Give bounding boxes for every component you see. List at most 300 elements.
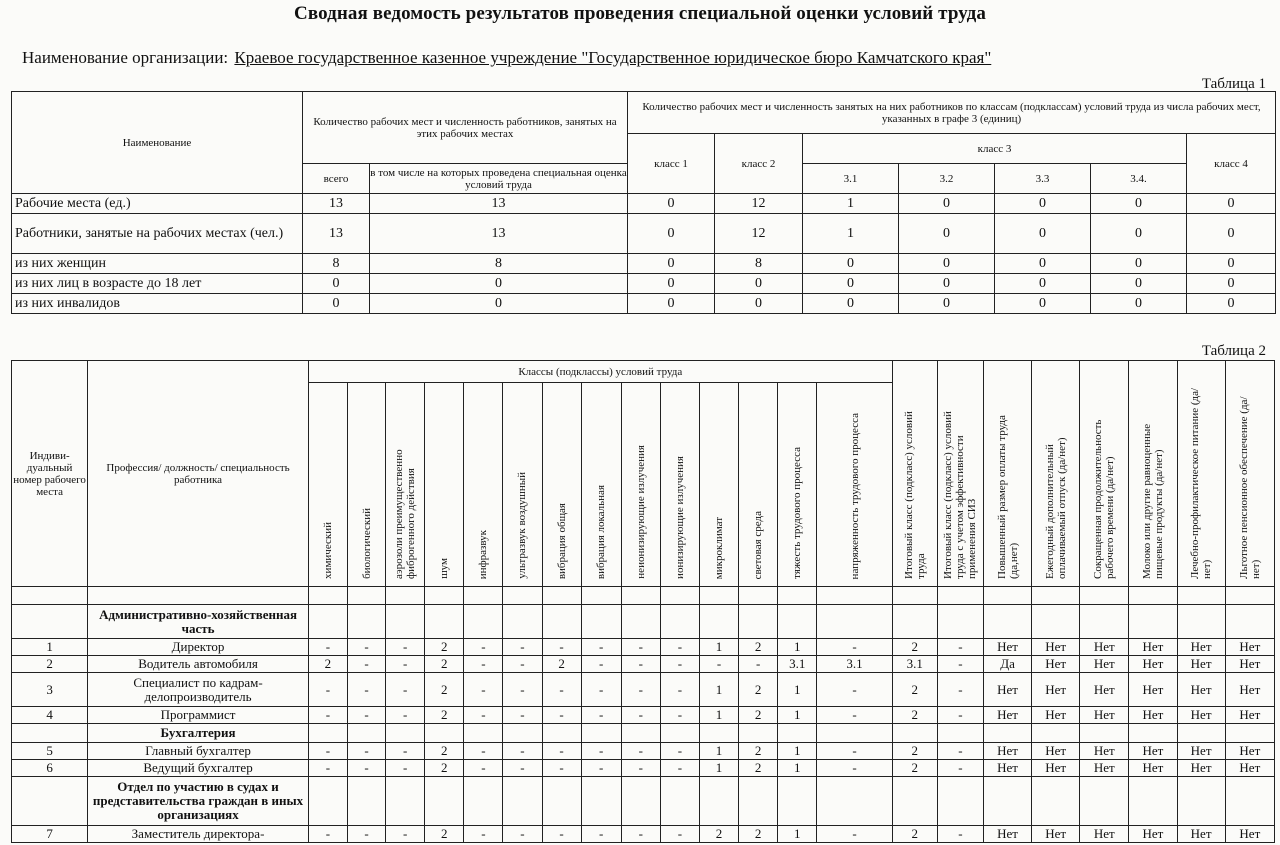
t2-cell: 2: [739, 707, 778, 724]
t1-cell: 0: [1187, 254, 1276, 274]
t1-cell: 0: [803, 274, 899, 294]
t2-section-empty-cell: [892, 724, 937, 743]
t2-section-empty-cell: [425, 605, 464, 639]
t1-header-class4: класс 4: [1187, 134, 1276, 194]
t2-cell: -: [581, 760, 621, 777]
t2-section-empty-cell: [1177, 605, 1225, 639]
t2-cell: -: [699, 656, 738, 673]
t2-section-empty-cell: [983, 724, 1031, 743]
t2-section-empty-cell: [581, 724, 621, 743]
organization-label: Наименование организации:: [22, 48, 229, 67]
t2-cell: 2: [425, 707, 464, 724]
t2-cell: 3.1: [892, 656, 937, 673]
t2-header-extra-0: Итоговый класс (подкласс) условий труда: [892, 361, 937, 587]
t2-cell: Нет: [1032, 707, 1080, 724]
t2-cell: -: [660, 639, 699, 656]
t2-spacer-cell: [621, 587, 660, 605]
t2-cell: -: [817, 639, 892, 656]
t2-cell: 1: [778, 639, 817, 656]
t2-cell: -: [937, 760, 983, 777]
t2-row-profession: Заместитель директора-: [88, 826, 309, 843]
t1-cell: 1: [803, 214, 899, 254]
t1-header-class3: класс 3: [803, 134, 1187, 164]
t1-cell: 0: [899, 194, 995, 214]
t2-section-empty-cell: [308, 724, 347, 743]
t2-section-empty-cell: [937, 724, 983, 743]
organization-name: Краевое государственное казенное учреждение "Государственное юридическое бюро Камчатского края": [234, 48, 992, 67]
t1-cell: 0: [899, 254, 995, 274]
t2-row: [12, 760, 1275, 777]
t2-cell: -: [308, 707, 347, 724]
t2-section-id-cell: [12, 724, 88, 743]
t2-cell: Нет: [1129, 673, 1177, 707]
t2-cell: -: [308, 760, 347, 777]
t2-spacer-cell: [1177, 587, 1225, 605]
t2-cell: -: [581, 673, 621, 707]
t1-cell: 0: [628, 194, 715, 214]
t2-row-profession: Главный бухгалтер: [88, 743, 309, 760]
page-title: Сводная ведомость результатов проведения специальной оценки условий труда: [294, 3, 986, 24]
t2-cell: Нет: [1080, 639, 1129, 656]
t2-section-empty-cell: [581, 777, 621, 826]
t2-cell: -: [308, 639, 347, 656]
t2-cell: Нет: [1080, 826, 1129, 843]
t1-header-c31: 3.1: [803, 164, 899, 194]
t2-section-empty-cell: [983, 777, 1031, 826]
t2-cell: -: [621, 760, 660, 777]
t2-cell: -: [817, 707, 892, 724]
t2-cell: -: [660, 743, 699, 760]
t1-cell: 0: [370, 274, 628, 294]
t2-cell: 2: [739, 673, 778, 707]
t2-cell: -: [817, 673, 892, 707]
t2-cell: -: [503, 639, 542, 656]
t2-cell: -: [503, 673, 542, 707]
t2-cell: -: [817, 743, 892, 760]
t2-cell: -: [503, 656, 542, 673]
t2-row-profession: Ведущий бухгалтер: [88, 760, 309, 777]
t2-section-empty-cell: [1177, 777, 1225, 826]
t2-cell: -: [660, 826, 699, 843]
t2-section-empty-cell: [386, 777, 425, 826]
t1-cell: 1: [803, 194, 899, 214]
t2-cell: -: [937, 673, 983, 707]
t2-cell: 3.1: [817, 656, 892, 673]
t2-header-factor: микроклимат: [699, 383, 738, 587]
t1-cell: 13: [370, 194, 628, 214]
t2-section-empty-cell: [1129, 724, 1177, 743]
t2-section-empty-cell: [503, 724, 542, 743]
t2-cell: Нет: [1225, 673, 1274, 707]
t2-cell: -: [386, 656, 425, 673]
t2-section-empty-cell: [699, 724, 738, 743]
t1-header-class2: класс 2: [715, 134, 803, 194]
t2-header-extra-2: Повышенный размер оплаты труда (да,нет): [983, 361, 1031, 587]
t2-section-empty-cell: [1225, 724, 1274, 743]
t2-cell: -: [464, 656, 503, 673]
t2-spacer-cell: [817, 587, 892, 605]
t2-cell: -: [464, 707, 503, 724]
t1-cell: 0: [715, 294, 803, 314]
t1-cell: 0: [995, 214, 1091, 254]
t1-cell: 13: [370, 214, 628, 254]
t2-cell: 2: [739, 826, 778, 843]
t2-cell: Нет: [1032, 743, 1080, 760]
t2-row-profession: Специалист по кадрам-делопроизводитель: [88, 673, 309, 707]
t1-cell: 8: [715, 254, 803, 274]
t2-section-empty-cell: [937, 605, 983, 639]
t1-cell: 0: [995, 274, 1091, 294]
t2-cell: Нет: [1177, 760, 1225, 777]
t2-cell: Нет: [1225, 707, 1274, 724]
t1-header-group2: Количество рабочих мест и численность занятых на них работников по классам (подклассам) условий труда из числа рабочих мест, указанных в графе 3 (единиц): [628, 92, 1276, 134]
t2-cell: 2: [699, 826, 738, 843]
t1-row: [12, 294, 1276, 314]
t2-cell: Нет: [1129, 826, 1177, 843]
t1-header-total: всего: [303, 164, 370, 194]
t2-section-empty-cell: [660, 777, 699, 826]
t2-cell: -: [308, 743, 347, 760]
t2-cell: 1: [699, 639, 738, 656]
t2-header-factor: ультразвук воздушный: [503, 383, 542, 587]
t2-cell: 2: [308, 656, 347, 673]
t1-header-c32: 3.2: [899, 164, 995, 194]
t1-cell: 0: [628, 214, 715, 254]
t2-section-empty-cell: [542, 777, 581, 826]
t2-cell: Нет: [1177, 656, 1225, 673]
t2-section-title: Административно-хозяйственная часть: [88, 605, 309, 639]
t2-cell: -: [503, 760, 542, 777]
t2-cell: -: [503, 707, 542, 724]
t2-cell: Нет: [1225, 743, 1274, 760]
t2-cell: 1: [699, 760, 738, 777]
t2-cell: 2: [425, 743, 464, 760]
t2-cell: -: [621, 743, 660, 760]
t2-section-empty-cell: [1032, 777, 1080, 826]
t2-section-empty-cell: [699, 605, 738, 639]
t2-spacer-cell: [699, 587, 738, 605]
t2-cell: -: [937, 707, 983, 724]
t2-section-empty-cell: [1032, 605, 1080, 639]
t2-cell: -: [464, 760, 503, 777]
t2-spacer-cell: [425, 587, 464, 605]
t2-section-empty-cell: [581, 605, 621, 639]
t2-cell: Нет: [1225, 639, 1274, 656]
t2-cell: -: [386, 639, 425, 656]
t1-cell: 0: [628, 254, 715, 274]
t2-cell: -: [386, 673, 425, 707]
t2-header-extra-3: Ежегодный дополнительный оплачиваемый отпуск (да/нет): [1032, 361, 1080, 587]
t2-header-extra-1: Итоговый класс (подкласс) условий труда с учетом эффективности применения СИЗ: [937, 361, 983, 587]
t2-cell: -: [347, 760, 385, 777]
t2-cell: Нет: [1177, 826, 1225, 843]
t2-cell: -: [464, 673, 503, 707]
t2-cell: 2: [892, 707, 937, 724]
t2-cell: -: [503, 743, 542, 760]
t2-section-title: Отдел по участию в судах и представительства граждан в иных организациях: [88, 777, 309, 826]
t2-cell: Нет: [1080, 656, 1129, 673]
t1-cell: 0: [1187, 294, 1276, 314]
t2-section-empty-cell: [1225, 605, 1274, 639]
t2-cell: Нет: [983, 707, 1031, 724]
t2-cell: -: [817, 760, 892, 777]
t2-cell: -: [347, 743, 385, 760]
t2-cell: Нет: [1080, 673, 1129, 707]
t2-section-empty-cell: [1080, 777, 1129, 826]
t2-spacer-cell: [386, 587, 425, 605]
t2-cell: Нет: [1032, 656, 1080, 673]
t2-cell: -: [347, 673, 385, 707]
t2-section-empty-cell: [542, 605, 581, 639]
t2-cell: 1: [778, 743, 817, 760]
t2-cell: -: [739, 656, 778, 673]
t1-cell: 0: [899, 274, 995, 294]
t1-cell: 0: [1187, 214, 1276, 254]
t2-section-empty-cell: [817, 724, 892, 743]
t2-section-empty-cell: [347, 724, 385, 743]
t2-body: [12, 605, 1275, 843]
t2-section-empty-cell: [778, 605, 817, 639]
organization-line: [22, 48, 991, 68]
t2-section-empty-cell: [660, 605, 699, 639]
t1-header-c33: 3.3: [995, 164, 1091, 194]
t2-section-empty-cell: [542, 724, 581, 743]
t1-cell: 0: [1187, 274, 1276, 294]
t2-section-empty-cell: [1080, 605, 1129, 639]
t2-cell: 1: [778, 707, 817, 724]
t2-cell: -: [464, 826, 503, 843]
t2-row: [12, 707, 1275, 724]
t2-section-empty-cell: [308, 777, 347, 826]
t2-cell: -: [503, 826, 542, 843]
t1-row-label: Рабочие места (ед.): [12, 194, 303, 214]
t2-header-factor: вибрация локальная: [581, 383, 621, 587]
t1-row-label: Работники, занятые на рабочих местах (чел.): [12, 214, 303, 254]
t2-cell: Нет: [1129, 760, 1177, 777]
t2-cell: 1: [778, 673, 817, 707]
t2-section-empty-cell: [983, 605, 1031, 639]
t2-row-id: 3: [12, 673, 88, 707]
t2-spacer-cell: [581, 587, 621, 605]
t1-cell: 0: [628, 294, 715, 314]
t2-cell: -: [386, 743, 425, 760]
t2-header-id: Индиви-дуальный номер рабочего места: [12, 361, 88, 587]
t2-section-empty-cell: [739, 724, 778, 743]
t2-cell: -: [581, 639, 621, 656]
t1-cell: 0: [803, 254, 899, 274]
t2-cell: Нет: [1225, 826, 1274, 843]
t2-cell: 2: [425, 656, 464, 673]
t2-header-factor: инфразвук: [464, 383, 503, 587]
t2-row: [12, 826, 1275, 843]
t2-row: [12, 656, 1275, 673]
t2-section-row: [12, 724, 1275, 743]
t2-cell: Да: [983, 656, 1031, 673]
t2-cell: -: [937, 639, 983, 656]
t2-cell: 2: [425, 760, 464, 777]
t2-header-factor: шум: [425, 383, 464, 587]
t2-cell: -: [347, 826, 385, 843]
t2-row: [12, 743, 1275, 760]
t1-header-name: Наименование: [12, 92, 303, 194]
t2-cell: -: [937, 656, 983, 673]
t2-section-empty-cell: [308, 605, 347, 639]
t2-row-id: 2: [12, 656, 88, 673]
t2-cell: Нет: [1129, 639, 1177, 656]
t2-cell: -: [386, 707, 425, 724]
t2-row: [12, 639, 1275, 656]
t2-section-empty-cell: [425, 777, 464, 826]
t1-cell: 0: [628, 274, 715, 294]
t2-section-empty-cell: [892, 777, 937, 826]
t2-cell: -: [542, 743, 581, 760]
t1-cell: 0: [1091, 254, 1187, 274]
t2-section-empty-cell: [621, 777, 660, 826]
t1-row: [12, 254, 1276, 274]
t2-cell: 1: [699, 673, 738, 707]
t2-cell: -: [621, 639, 660, 656]
t2-cell: Нет: [983, 673, 1031, 707]
t2-spacer-cell: [983, 587, 1031, 605]
t2-cell: -: [937, 743, 983, 760]
t2-cell: 1: [778, 826, 817, 843]
t2-cell: 3.1: [778, 656, 817, 673]
t2-section-empty-cell: [464, 605, 503, 639]
t2-header-factor: неионизирующие излучения: [621, 383, 660, 587]
t2-cell: 2: [425, 826, 464, 843]
t1-cell: 0: [899, 214, 995, 254]
t2-header-factor: напряженность трудового процесса: [817, 383, 892, 587]
t2-cell: Нет: [1225, 656, 1274, 673]
t2-cell: 2: [425, 639, 464, 656]
t1-cell: 0: [1091, 294, 1187, 314]
t1-cell: 8: [303, 254, 370, 274]
t2-section-title: Бухгалтерия: [88, 724, 309, 743]
t2-cell: -: [621, 826, 660, 843]
t1-cell: 13: [303, 214, 370, 254]
t2-cell: Нет: [983, 760, 1031, 777]
t2-spacer-cell: [1225, 587, 1274, 605]
t1-cell: 0: [995, 194, 1091, 214]
t2-header-factor: аэрозоли преимущественно фиброгенного действия: [386, 383, 425, 587]
t2-cell: -: [347, 656, 385, 673]
t2-cell: -: [542, 760, 581, 777]
t2-section-empty-cell: [503, 605, 542, 639]
t2-spacer-cell: [347, 587, 385, 605]
t2-section-empty-cell: [464, 724, 503, 743]
t2-cell: -: [660, 707, 699, 724]
t2-cell: -: [581, 743, 621, 760]
t2-section-row: [12, 777, 1275, 826]
t2-cell: 2: [425, 673, 464, 707]
t2-cell: 2: [892, 760, 937, 777]
t2-cell: 2: [739, 639, 778, 656]
t2-header-extra-7: Льготное пенсионное обеспечение (да/нет): [1225, 361, 1274, 587]
t2-section-empty-cell: [1080, 724, 1129, 743]
t2-cell: 2: [542, 656, 581, 673]
t2-cell: 2: [892, 673, 937, 707]
t2-header-factor: вибрация общая: [542, 383, 581, 587]
t2-cell: Нет: [1032, 760, 1080, 777]
t1-cell: 0: [995, 254, 1091, 274]
t2-header-classes: Классы (подклассы) условий труда: [308, 361, 892, 383]
t2-cell: Нет: [1225, 760, 1274, 777]
t1-header-c34: 3.4.: [1091, 164, 1187, 194]
t1-cell: 0: [1091, 214, 1187, 254]
t2-spacer-cell: [739, 587, 778, 605]
t1-cell: 0: [1187, 194, 1276, 214]
t1-row-label: из них инвалидов: [12, 294, 303, 314]
t1-header-group1: Количество рабочих мест и численность работников, занятых на этих рабочих местах: [303, 92, 628, 164]
t2-cell: 1: [778, 760, 817, 777]
t1-cell: 0: [303, 294, 370, 314]
t2-cell: -: [308, 673, 347, 707]
t2-section-row: [12, 605, 1275, 639]
t2-spacer-cell: [937, 587, 983, 605]
t2-header-factor: химический: [308, 383, 347, 587]
t2-row-id: 5: [12, 743, 88, 760]
t2-cell: -: [464, 639, 503, 656]
t2-section-empty-cell: [817, 777, 892, 826]
t1-cell: 0: [370, 294, 628, 314]
t2-cell: -: [937, 826, 983, 843]
t1-row-label: из них женщин: [12, 254, 303, 274]
t2-header-factor: тяжесть трудового процесса: [778, 383, 817, 587]
t1-cell: 0: [1091, 194, 1187, 214]
t1-cell: 0: [1091, 274, 1187, 294]
t1-header-assessed: в том числе на которых проведена специальная оценка условий труда: [370, 164, 628, 194]
t2-section-empty-cell: [778, 777, 817, 826]
t2-cell: Нет: [1177, 707, 1225, 724]
t2-section-empty-cell: [347, 605, 385, 639]
t2-header-extra-6: Лечебно-профилактическое питание (да/нет): [1177, 361, 1225, 587]
t2-cell: -: [308, 826, 347, 843]
table2-caption: Таблица 2: [1201, 343, 1266, 359]
t2-cell: 1: [699, 743, 738, 760]
t2-cell: Нет: [1032, 826, 1080, 843]
t2-cell: Нет: [983, 639, 1031, 656]
t2-row-id: 4: [12, 707, 88, 724]
t2-section-empty-cell: [937, 777, 983, 826]
t2-cell: Нет: [1080, 743, 1129, 760]
t2-cell: Нет: [1080, 707, 1129, 724]
t2-cell: -: [542, 639, 581, 656]
t2-header-profession: Профессия/ должность/ специальность работника: [88, 361, 309, 587]
t2-row-id: 1: [12, 639, 88, 656]
t2-section-empty-cell: [1177, 724, 1225, 743]
t2-section-empty-cell: [1032, 724, 1080, 743]
t2-section-empty-cell: [1225, 777, 1274, 826]
t2-cell: -: [621, 673, 660, 707]
t2-cell: -: [621, 707, 660, 724]
t2-section-id-cell: [12, 605, 88, 639]
t2-cell: 2: [892, 639, 937, 656]
t2-section-empty-cell: [347, 777, 385, 826]
t2-cell: -: [542, 673, 581, 707]
t2-row-profession: Водитель автомобиля: [88, 656, 309, 673]
t1-row: [12, 194, 1276, 214]
t2-spacer-cell: [88, 587, 309, 605]
t1-cell: 0: [899, 294, 995, 314]
t2-cell: -: [581, 656, 621, 673]
t1-row-label: из них лиц в возрасте до 18 лет: [12, 274, 303, 294]
t2-header-extra-5: Молоко или другие равноценные пищевые продукты (да/нет): [1129, 361, 1177, 587]
t2-cell: -: [386, 760, 425, 777]
t2-cell: -: [660, 760, 699, 777]
t2-section-empty-cell: [699, 777, 738, 826]
t2-section-empty-cell: [1129, 777, 1177, 826]
t2-header-factor: световая среда: [739, 383, 778, 587]
